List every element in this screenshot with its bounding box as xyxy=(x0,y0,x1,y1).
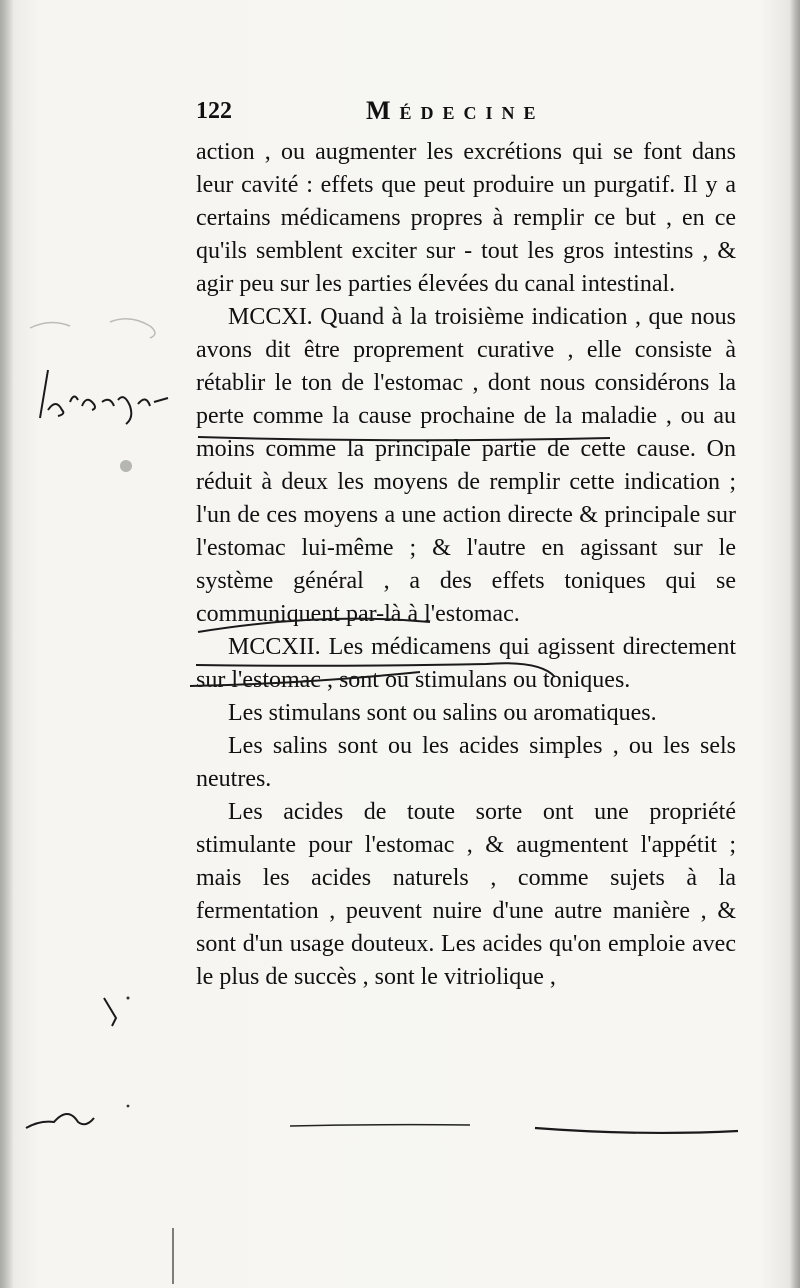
paragraph: Les salins sont ou les acides simples , ou les sels neutres. xyxy=(196,733,736,792)
running-title: Médecine xyxy=(366,96,545,125)
paragraph: Les acides de toute sorte ont une propriété stimulante pour l'estomac , & augmentent l'appétit ; mais les acides naturels , comme sujets à la fermentation , peuvent nuire d'une autre manière , & sont d'un usage douteux. Les acides qu'on emploie avec le plus de succès , sont le vitriolique , xyxy=(196,799,736,990)
page-number: 122 xyxy=(196,98,232,124)
margin-line xyxy=(170,1228,176,1288)
ink-smudge xyxy=(116,456,136,476)
paragraph: MCCXI. Quand à la troisième indication , que nous avons dit être proprement curative , elle consiste à rétablir le ton de l'estomac , dont nous considérons la perte comme la cause prochaine de la maladie , ou au moins comme la principale partie de cette cause. On réduit à deux les moyens de remplir cette indication ; l'un de ces moyens a une action directe & principale sur l'estomac lui-même ; & l'autre en agissant sur le système général , a des effets toniques qui se communiquent par-là à l'estomac. xyxy=(196,304,736,627)
binding-shadow xyxy=(0,0,14,1288)
marginal-scribble xyxy=(30,362,190,432)
running-head xyxy=(196,96,744,130)
paragraph: action , ou augmenter les excrétions qui se font dans leur cavité : effets que peut produire un purgatif. Il y a certains médicamens propres à remplir ce but , en ce qu'ils semblent exciter sur - tout les gros intestins , & agir peu sur les parties élevées du canal intestinal. xyxy=(196,139,736,297)
faint-marginal-scribble xyxy=(20,306,190,346)
paragraph: MCCXII. Les médicamens qui agissent directement sur l'estomac , sont ou stimulans ou toniques. xyxy=(196,634,736,693)
paragraph: Les stimulans sont ou salins ou aromatiques. xyxy=(228,700,657,726)
margin-marks xyxy=(20,990,130,1140)
page-edge-shadow xyxy=(790,0,800,1288)
body-text xyxy=(196,136,736,994)
